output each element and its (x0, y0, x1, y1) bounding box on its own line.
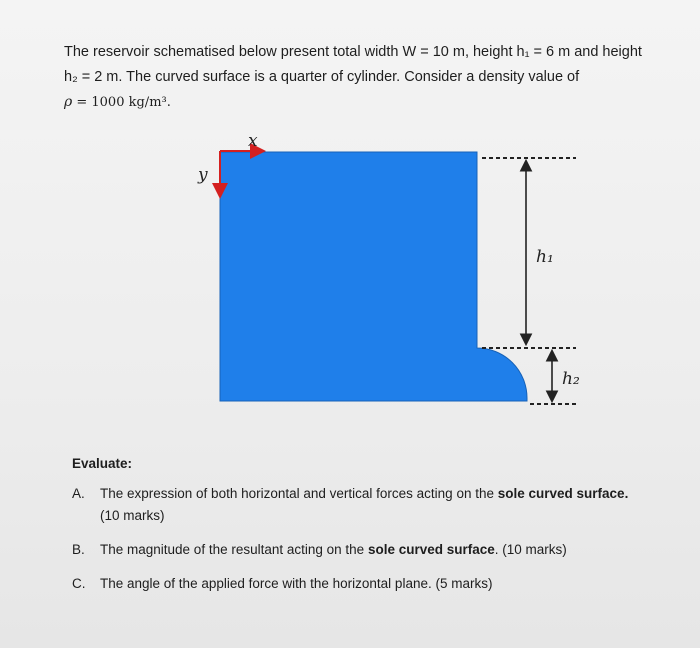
question-b-letter: B. (72, 542, 85, 557)
question-b-text: The magnitude of the resultant acting on the (100, 542, 368, 557)
x-axis-label: x (248, 131, 258, 151)
question-a-bold: sole curved surface (497, 486, 625, 501)
question-a-text: The expression of both horizontal and vertical forces acting on the (100, 486, 498, 501)
question-a (72, 483, 682, 527)
question-c-text: The angle of the applied force with the horizontal plane. (5 marks) (100, 576, 493, 591)
y-axis-label: y (198, 165, 208, 185)
question-a-suffix: . (624, 486, 629, 501)
question-c-letter: C. (72, 576, 86, 591)
density-unit: kg/m³. (128, 95, 171, 110)
question-a-marks: (10 marks) (100, 508, 165, 523)
question-b-suffix: . (10 marks) (494, 542, 567, 557)
statement-line-2: h₂ = 2 m. The curved surface is a quarter of cylinder. Consider a density value of (64, 69, 580, 85)
question-b (72, 539, 682, 561)
h1-label: h₁ (536, 247, 554, 267)
statement-line-1: The reservoir schematised below present total width W = 10 m, height h₁ = 6 m and height (64, 44, 642, 60)
evaluate-heading: Evaluate: (72, 456, 133, 471)
question-c (72, 573, 682, 595)
evaluate-section (72, 456, 682, 607)
h2-label: h₂ (562, 369, 580, 389)
question-a-letter: A. (72, 486, 85, 501)
question-b-bold: sole curved surface (367, 542, 495, 557)
reservoir-water (220, 152, 527, 401)
density-value: = 1000 (72, 95, 129, 110)
density-symbol: ρ (64, 94, 73, 110)
